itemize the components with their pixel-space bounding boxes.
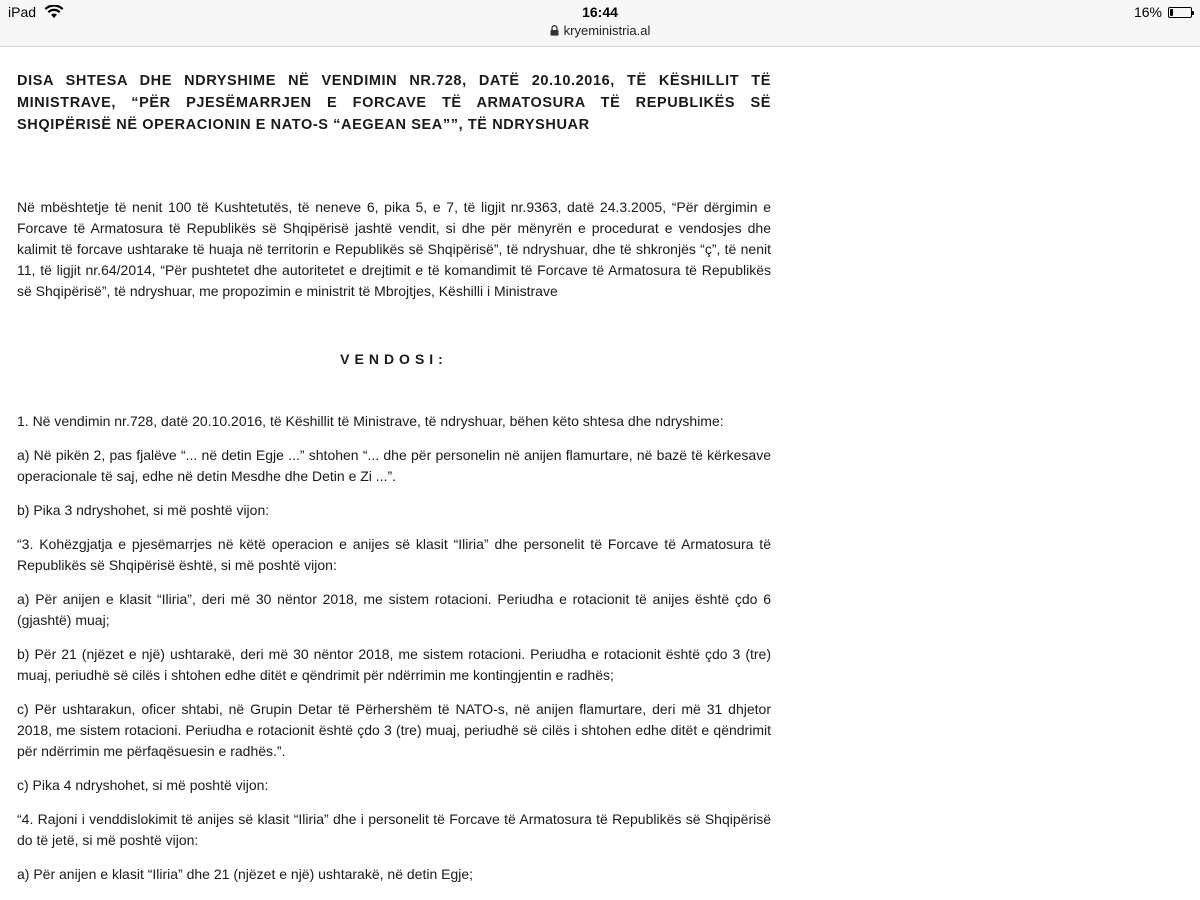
address-bar[interactable] [0, 23, 1200, 38]
paragraph-item: 1. Në vendimin nr.728, datë 20.10.2016, të Këshillit të Ministrave, të ndryshuar, bëhen këto shtesa dhe ndryshime: [17, 413, 724, 429]
battery-percent: 16% [1133, 4, 1162, 20]
decision-heading: VENDOSI: [340, 351, 448, 367]
paragraph-item: b) Për 21 (njëzet e një) ushtarakë, deri më 30 nëntor 2018, me sistem rotacioni. Periudha e rotacionit është çdo 3 (tre) muaj, periudhë së cilës i shtohen edhe ditët e qëndrimit për ndërrimin me kontingjentin e radhës; [17, 646, 771, 683]
device-name: iPad [8, 4, 37, 20]
paragraph-item: c) Për ushtarakun, oficer shtabi, në Grupin Detar të Përhershëm të NATO-s, në anijen flamurtare, deri më 31 dhjetor 2018, me sistem rotacioni. Periudha e rotacionit është çdo 3 (tre) muaj, periudhë së cilës i shtohen edhe ditët e qëndrimit për ndërrimin me përfaqësuesin e radhës.”. [17, 701, 771, 759]
url-text[interactable]: kryeministria.al [563, 23, 651, 38]
paragraph-item: c) Pika 4 ndryshohet, si më poshtë vijon: [17, 777, 269, 793]
document-title: DISA SHTESA DHE NDRYSHIME NË VENDIMIN NR.728, DATË 20.10.2016, TË KËSHILLIT TË MINISTRAVE, “PËR PJESËMARRJEN E FORCAVE TË ARMATOSURA TË REPUBLIKËS SË SHQIPËRISË NË OPERACIONIN E NATO-S “AEGEAN SEA””, TË NDRYSHUAR [17, 73, 771, 133]
lock-icon [550, 25, 559, 36]
paragraph-item: a) Për anijen e klasit “Iliria” dhe 21 (njëzet e një) ushtarakë, në detin Egje; [17, 866, 474, 882]
clock: 16:44 [582, 4, 618, 20]
document-content [17, 70, 771, 885]
preamble-paragraph: Në mbështetje të nenit 100 të Kushtetutës, të neneve 6, pika 5, e 7, të ligjit nr.9363, datë 24.3.2005, “Për dërgimin e Forcave të Armatosura të Republikës së Shqipërisë jashtë vendit, si dhe për mënyrën e procedurat e vendosjes dhe kalimit të forcave ushtarake të huaja në territorin e Republikës së Shqipërisë”, të ndryshuar, dhe të shkronjës “ç”, të nenit 11, të ligjit nr.64/2014, “Për pushtetet dhe autoritetet e drejtimit e të komandimit të Forcave të Armatosura të Republikës së Shqipërisë”, të ndryshuar, me propozimin e ministrit të Mbrojtjes, Këshilli i Ministrave [17, 199, 771, 299]
battery-fill [1170, 9, 1173, 16]
battery-icon [1168, 7, 1192, 18]
paragraph-item: a) Për anijen e klasit “Iliria”, deri më 30 nëntor 2018, me sistem rotacioni. Periudha e rotacionit të anijes është çdo 6 (gjashtë) muaj; [17, 591, 771, 628]
status-right [1134, 4, 1192, 20]
status-bar [0, 0, 1200, 47]
battery-nub [1192, 11, 1194, 15]
paragraph-item: “3. Kohëzgjatja e pjesëmarrjes në këtë operacion e anijes së klasit “Iliria” dhe personelit të Forcave të Armatosura të Republikës së Shqipërisë është, si më poshtë vijon: [17, 536, 771, 573]
paragraph-item: “4. Rajoni i venddislokimit të anijes së klasit “Iliria” dhe i personelit të Forcave të Armatosura të Republikës së Shqipërisë do të jetë, si më poshtë vijon: [17, 811, 771, 848]
paragraph-item: b) Pika 3 ndryshohet, si më poshtë vijon: [17, 502, 270, 518]
paragraph-item: a) Në pikën 2, pas fjalëve “... në detin Egje ...” shtohen “... dhe për personelin në anijen flamurtare, në bazë të kërkesave operacionale të saj, edhe në detin Mesdhe dhe Detin e Zi ...”. [17, 447, 771, 484]
